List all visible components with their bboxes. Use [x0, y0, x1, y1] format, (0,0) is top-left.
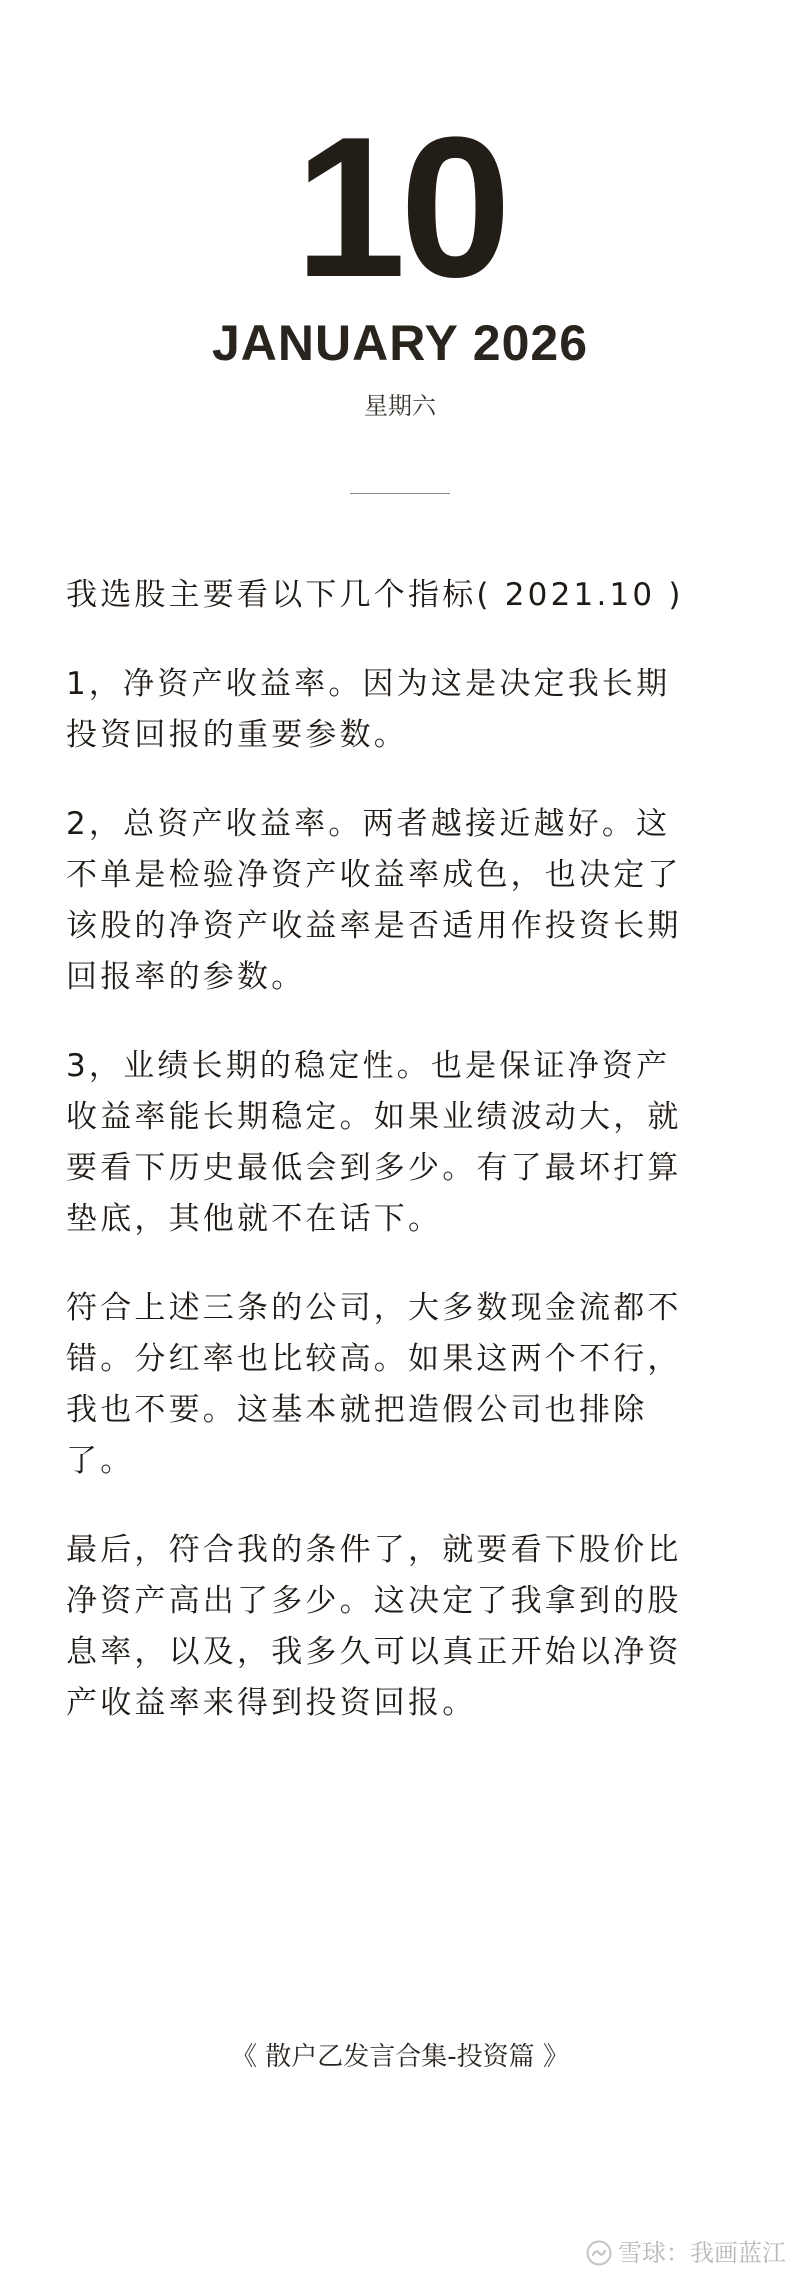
- text-line: 息率，以及，我多久可以真正开始以净资: [66, 1634, 682, 1670]
- paragraph: [66, 659, 746, 761]
- paragraph: [66, 570, 746, 621]
- paragraph: [66, 799, 746, 1003]
- text-line: 我选股主要看以下几个指标( 2021.10 ): [66, 577, 684, 613]
- text-line: 不单是检验净资产收益率成色，也决定了: [66, 857, 682, 893]
- text-line: 最后，符合我的条件了，就要看下股价比: [66, 1532, 682, 1568]
- day-number: 10: [294, 96, 506, 319]
- text-line: 投资回报的重要参数。: [66, 717, 408, 753]
- text-line: 收益率能长期稳定。如果业绩波动大，就: [66, 1099, 682, 1135]
- paragraph: [66, 1283, 746, 1487]
- text-line: 产收益率来得到投资回报。: [66, 1685, 477, 1721]
- text-line: 错。分红率也比较高。如果这两个不行，: [66, 1341, 682, 1377]
- article-body: [66, 570, 746, 1767]
- text-line: 该股的净资产收益率是否适用作投资长期: [66, 908, 682, 944]
- text-line: 回报率的参数。: [66, 959, 306, 995]
- text-line: 我也不要。这基本就把造假公司也排除: [66, 1392, 648, 1428]
- text-line: 符合上述三条的公司，大多数现金流都不: [66, 1290, 682, 1326]
- text-line: 净资产高出了多少。这决定了我拿到的股: [66, 1583, 682, 1619]
- month-year: JANUARY 2026: [211, 315, 589, 371]
- text-line: 要看下历史最低会到多少。有了最坏打算: [66, 1150, 682, 1186]
- text-line: 2，总资产收益率。两者越接近越好。这: [66, 806, 671, 842]
- paragraph: [66, 1525, 746, 1729]
- watermark: [586, 2238, 786, 2268]
- text-line: 垫底，其他就不在话下。: [66, 1201, 443, 1237]
- text-line: 1，净资产收益率。因为这是决定我长期: [66, 666, 671, 702]
- snowball-logo-icon: [586, 2240, 612, 2266]
- divider: [350, 493, 450, 494]
- text-line: 3，业绩长期的稳定性。也是保证净资产: [66, 1048, 671, 1084]
- source-citation: 《 散户乙发言合集-投资篇 》: [231, 2042, 569, 2072]
- watermark-text: 雪球：我画蓝江: [618, 2239, 786, 2267]
- text-line: 了。: [66, 1443, 135, 1479]
- paragraph: [66, 1041, 746, 1245]
- weekday: 星期六: [364, 392, 436, 420]
